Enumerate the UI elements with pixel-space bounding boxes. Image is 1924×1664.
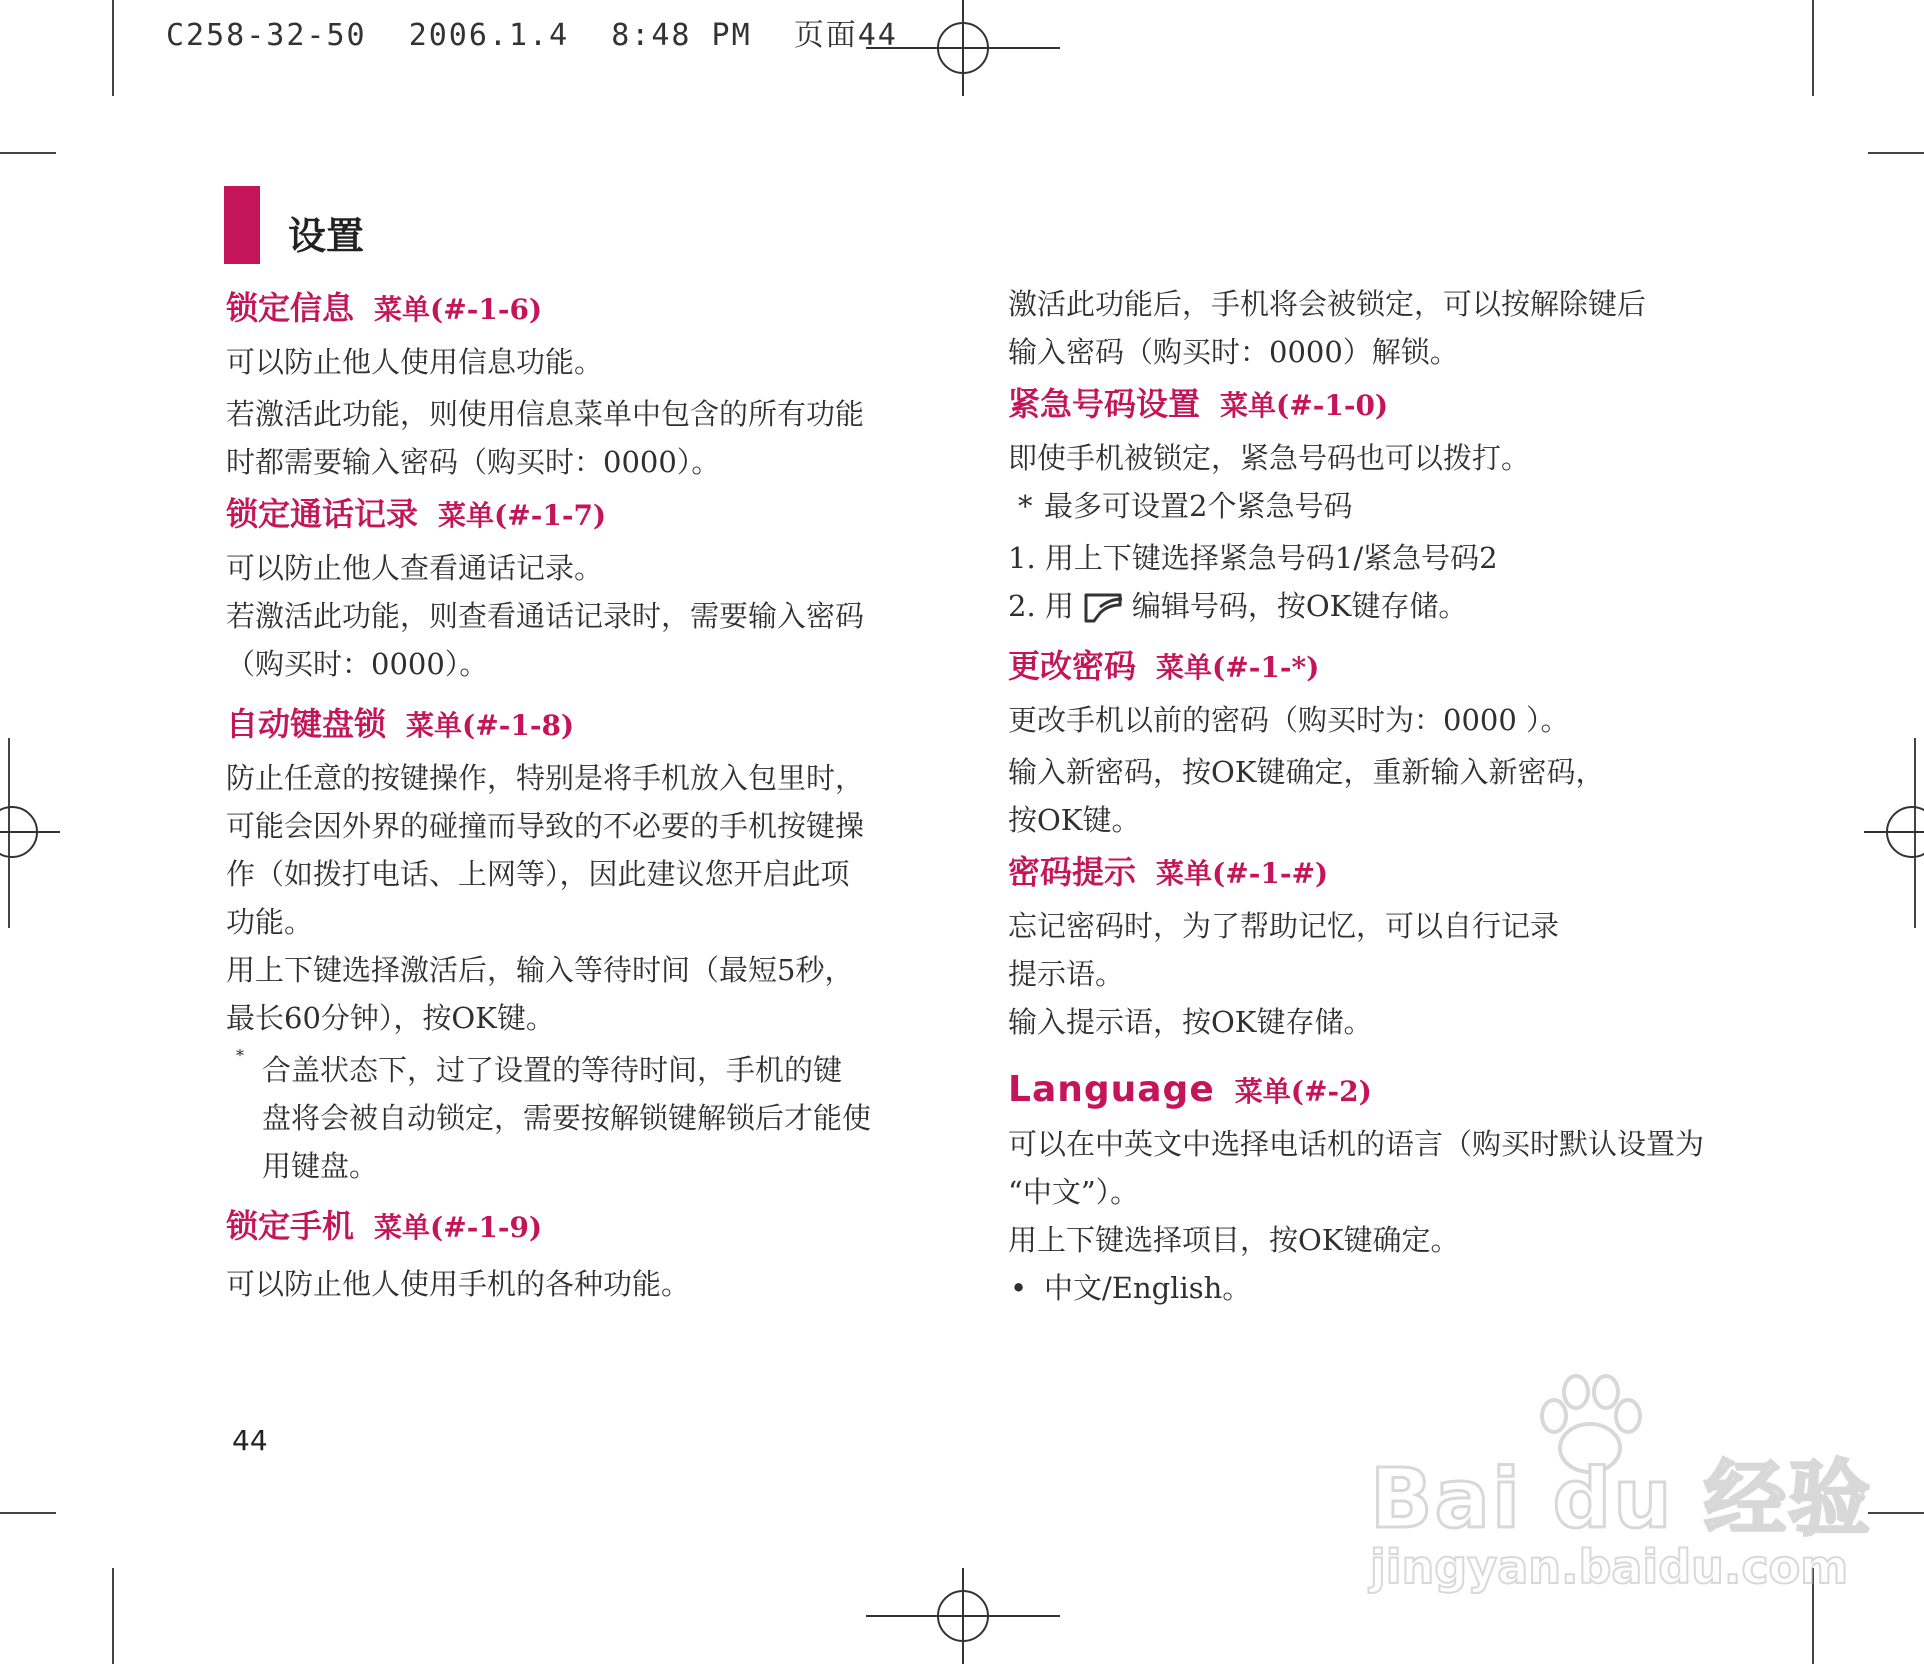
paragraph: 时都需要输入密码（购买时：0000）。 xyxy=(226,445,721,479)
right-column xyxy=(1008,280,1708,1312)
paragraph: 作（如拨打电话、上网等），因此建议您开启此项 xyxy=(226,857,850,891)
paragraph: 输入密码（购买时：0000）解锁。 xyxy=(1008,335,1459,369)
watermark-logo: Bai du 经验 xyxy=(1370,1452,1873,1547)
menu-path: 菜单(#-1-7) xyxy=(438,499,607,532)
paragraph: （购买时：0000）。 xyxy=(226,647,489,681)
menu-path: 菜单(#-1-9) xyxy=(374,1211,543,1244)
heading-password-hint: 密码提示 菜单(#-1-#) xyxy=(1008,853,1329,891)
paragraph: 用上下键选择项目，按OK键确定。 xyxy=(1008,1223,1460,1257)
menu-path: 菜单(#-1-#) xyxy=(1156,857,1329,890)
list-item: • 中文/English。 xyxy=(1008,1264,1708,1312)
menu-path: 菜单(#-2) xyxy=(1234,1075,1372,1108)
step: 1. 用上下键选择紧急号码1/紧急号码2 xyxy=(1008,541,1498,575)
menu-path: 菜单(#-1-*) xyxy=(1156,651,1320,684)
paragraph: 输入新密码，按OK键确定，重新输入新密码， xyxy=(1008,755,1605,789)
paragraph: 功能。 xyxy=(226,905,314,939)
asterisk-icon: * xyxy=(1018,489,1033,523)
section-title-bar xyxy=(224,186,260,264)
crop-mark xyxy=(0,152,56,154)
section-title: 设置 xyxy=(288,214,365,258)
paragraph: 若激活此功能，则使用信息菜单中包含的所有功能 xyxy=(226,397,865,431)
registration-mark-top xyxy=(866,0,1060,100)
bullet-icon: • xyxy=(1010,1271,1028,1305)
paragraph: 输入提示语，按OK键存储。 xyxy=(1008,1005,1373,1039)
paragraph: 可能会因外界的碰撞而导致的不必要的手机按键操 xyxy=(226,809,865,843)
crop-mark xyxy=(112,1568,114,1664)
stamp-time: 8:48 PM xyxy=(611,18,752,53)
registration-mark-right xyxy=(1864,780,1924,884)
page-number: 44 xyxy=(232,1424,268,1457)
stamp-page-label: 页面44 xyxy=(793,18,898,53)
paragraph: 按OK键。 xyxy=(1008,803,1141,837)
crop-mark xyxy=(1812,0,1814,96)
registration-mark-bottom xyxy=(866,1564,1060,1664)
crop-mark xyxy=(1868,1512,1924,1514)
paragraph: 可以防止他人使用手机的各种功能。 xyxy=(226,1267,691,1301)
note: * 最多可设置2个紧急号码 xyxy=(1008,482,1708,530)
watermark xyxy=(1360,1370,1873,1600)
paragraph: 可以防止他人使用信息功能。 xyxy=(226,345,604,379)
registration-mark-left xyxy=(0,780,60,884)
paragraph: 合盖状态下，过了设置的等待时间，手机的键 xyxy=(262,1053,843,1087)
heading-change-password: 更改密码 菜单(#-1-*) xyxy=(1008,647,1320,685)
heading-auto-keylock: 自动键盘锁 菜单(#-1-8) xyxy=(226,705,575,743)
paragraph: 用上下键选择激活后，输入等待时间（最短5秒， xyxy=(226,953,854,987)
menu-path: 菜单(#-1-6) xyxy=(374,293,543,326)
note xyxy=(226,1046,926,1190)
paragraph: 用键盘。 xyxy=(262,1149,379,1183)
heading-lock-messages: 锁定信息 菜单(#-1-6) xyxy=(226,289,543,327)
stamp-date: 2006.1.4 xyxy=(408,18,570,53)
left-column xyxy=(226,280,926,1308)
step: 2. 用 编辑号码，按OK键存储。 xyxy=(1008,589,1468,623)
heading-language: Language 菜单(#-2) xyxy=(1008,1069,1372,1110)
paragraph: 防止任意的按键操作，特别是将手机放入包里时， xyxy=(226,761,865,795)
paragraph: 更改手机以前的密码（购买时为：0000 ）。 xyxy=(1008,703,1570,737)
asterisk-icon: * xyxy=(236,1046,244,1065)
watermark-url: jingyan.baidu.com xyxy=(1370,1540,1849,1594)
print-stamp xyxy=(166,10,920,54)
menu-path: 菜单(#-1-0) xyxy=(1220,389,1389,422)
paragraph: 盘将会被自动锁定，需要按解锁键解锁后才能使 xyxy=(262,1101,872,1135)
stamp-code: C258-32-50 xyxy=(166,18,367,53)
soft-key-icon xyxy=(1080,591,1126,625)
crop-mark xyxy=(1868,152,1924,154)
paragraph: 最长60分钟），按OK键。 xyxy=(226,1001,555,1035)
paragraph: 可以在中英文中选择电话机的语言（购买时默认设置为 xyxy=(1008,1127,1705,1161)
heading-lock-phone: 锁定手机 菜单(#-1-9) xyxy=(226,1207,543,1245)
heading-emergency-numbers: 紧急号码设置 菜单(#-1-0) xyxy=(1008,385,1389,423)
paragraph: 若激活此功能，则查看通话记录时，需要输入密码 xyxy=(226,599,865,633)
heading-lock-call-log: 锁定通话记录 菜单(#-1-7) xyxy=(226,495,607,533)
paragraph: 忘记密码时，为了帮助记忆，可以自行记录 xyxy=(1008,909,1560,943)
paragraph: 提示语。 xyxy=(1008,957,1125,991)
paragraph: 即使手机被锁定，紧急号码也可以拨打。 xyxy=(1008,441,1531,475)
menu-path: 菜单(#-1-8) xyxy=(406,709,575,742)
paragraph: “中文”）。 xyxy=(1008,1175,1140,1209)
crop-mark xyxy=(112,0,114,96)
paragraph: 可以防止他人查看通话记录。 xyxy=(226,551,604,585)
paragraph: 激活此功能后，手机将会被锁定，可以按解除键后 xyxy=(1008,287,1647,321)
crop-mark xyxy=(0,1512,56,1514)
